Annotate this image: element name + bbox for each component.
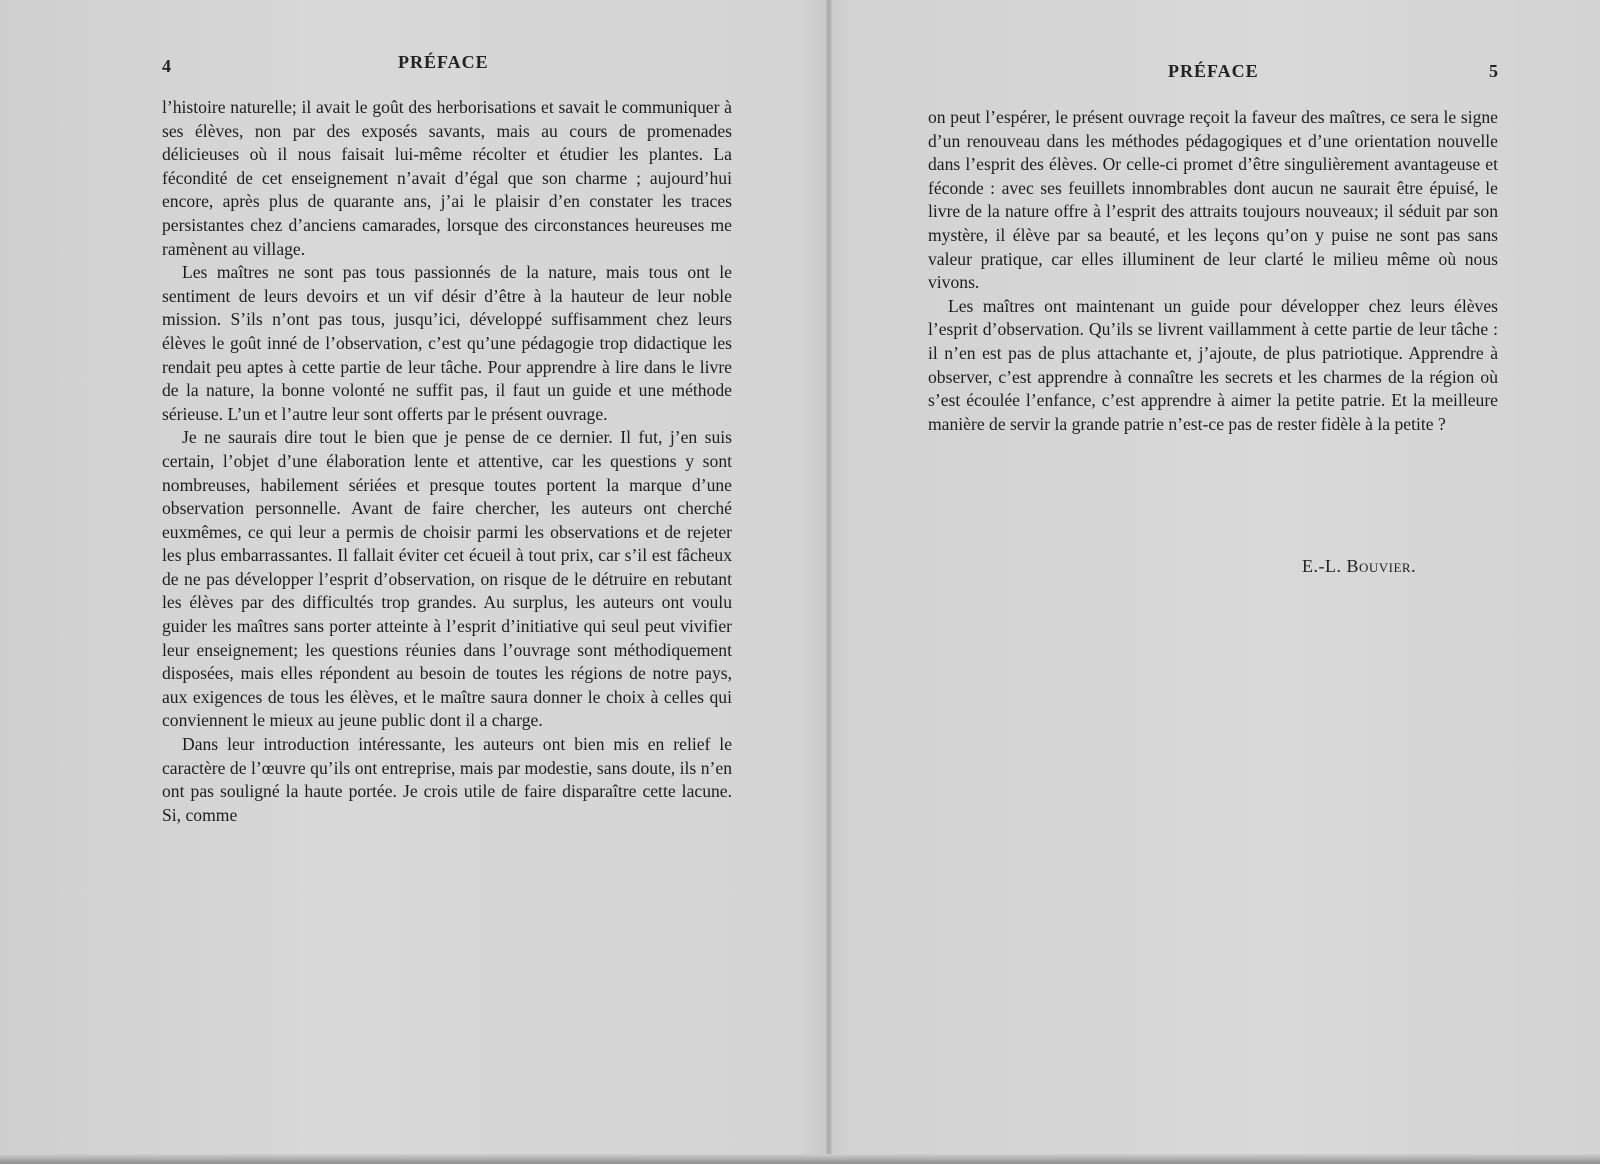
page-bottom-edge	[0, 1154, 1600, 1164]
left-paragraph-4: Dans leur introduction intéressante, les auteurs ont bien mis en relief le caractère de l’œuvre qu’ils ont entreprise, mais par modestie, sans doute, ils n’en ont pas souligné la haute portée. Je crois utile de faire disparaître cette lacune. Si, comme	[162, 734, 732, 825]
left-page-number: 4	[162, 56, 171, 76]
left-running-head: PRÉFACE	[398, 52, 489, 72]
right-page-number: 5	[1489, 61, 1498, 81]
left-paragraph-3: Je ne saurais dire tout le bien que je pense de ce dernier. Il fut, j’en suis certain, l’objet d’une élaboration lente et attentive, car les questions y sont nombreuses, habilement sériées et presque toutes portent la marque d’une observation personnelle. Avant de faire chercher, les auteurs ont cherché euxmêmes, ce qui leur a permis de choisir parmi les observations et de rejeter les plus embarrassantes. Il fallait éviter cet écueil à tout prix, car s’il est fâcheux de ne pas développer l’esprit d’observation, on risque de le détruire en rebutant les élèves par des difficultés trop grandes. Au surplus, les auteurs ont voulu guider les maîtres sans porter atteinte à l’esprit d’initiative qui seul peut vivifier leur enseignement; les questions réunies dans l’ouvrage sont méthodiquement disposées, mais elles répondent au besoin de toutes les régions de notre pays, aux exigences de tous les élèves, et le maître saura donner le choix à celles qui conviennent le mieux au jeune public dont il a charge.	[162, 427, 732, 731]
left-paragraph-1: l’histoire naturelle; il avait le goût des herborisations et savait le communiquer à ses élèves, non par des exposés savants, mais au cours de promenades délicieuses où il nous faisait lui-même récolter et étudier les plantes. La fécondité de cet enseignement n’avait d’égal que son charme ; aujourd’hui encore, après plus de quarante ans, j’ai le plaisir d’en constater les traces persistantes chez d’anciens camarades, lorsque des circonstances heureuses me ramènent au village.	[162, 97, 732, 259]
right-page	[832, 0, 1600, 1164]
right-paragraph-1: on peut l’espérer, le présent ouvrage reçoit la faveur des maîtres, ce sera le signe d’un renouveau dans les méthodes pédagogiques et d’une orientation nouvelle dans l’esprit des élèves. Or celle-ci promet d’être singulièrement avantageuse et féconde : avec ses feuillets innombrables dont aucun ne saurait être épuisé, le livre de la nature offre à l’esprit des attraits toujours nouveaux; il séduit par son mystère, il élève par sa beauté, et les leçons qu’on y puise ne sont pas sans valeur pratique, car elles illuminent de leur clarté le milieu même où nous vivons.	[928, 107, 1498, 293]
right-running-head: PRÉFACE	[1168, 61, 1259, 81]
right-text-block	[928, 106, 1498, 436]
right-paragraph-2: Les maîtres ont maintenant un guide pour développer chez leurs élèves l’esprit d’observation. Qu’ils se livrent vaillamment à cette partie de leur tâche : il n’en est pas de plus attachante et, j’ajoute, de plus patriotique. Apprendre à observer, c’est apprendre à connaître les secrets et les charmes de la région où s’est écoulée l’enfance, c’est apprendre à aimer la petite patrie. Et la meilleure manière de servir la grande patrie n’est-ce pas de rester fidèle à la petite ?	[928, 295, 1498, 434]
author-signature: E.-L. Bouvier.	[1302, 556, 1417, 576]
left-paragraph-2: Les maîtres ne sont pas tous passionnés de la nature, mais tous ont le sentiment de leurs devoirs et un vif désir d’être à la hauteur de leur noble mission. S’ils n’ont pas tous, jusqu’ici, développé suffisamment chez leurs élèves le goût inné de l’observation, c’est qu’une pédagogie trop didactique les rendait peu aptes à cette partie de leur tâche. Pour apprendre à lire dans le livre de la nature, la bonne volonté ne suffit pas, il faut un guide et une méthode sérieuse. L’un et l’autre leur sont offerts par le présent ouvrage.	[162, 262, 732, 424]
left-text-block	[162, 96, 732, 827]
